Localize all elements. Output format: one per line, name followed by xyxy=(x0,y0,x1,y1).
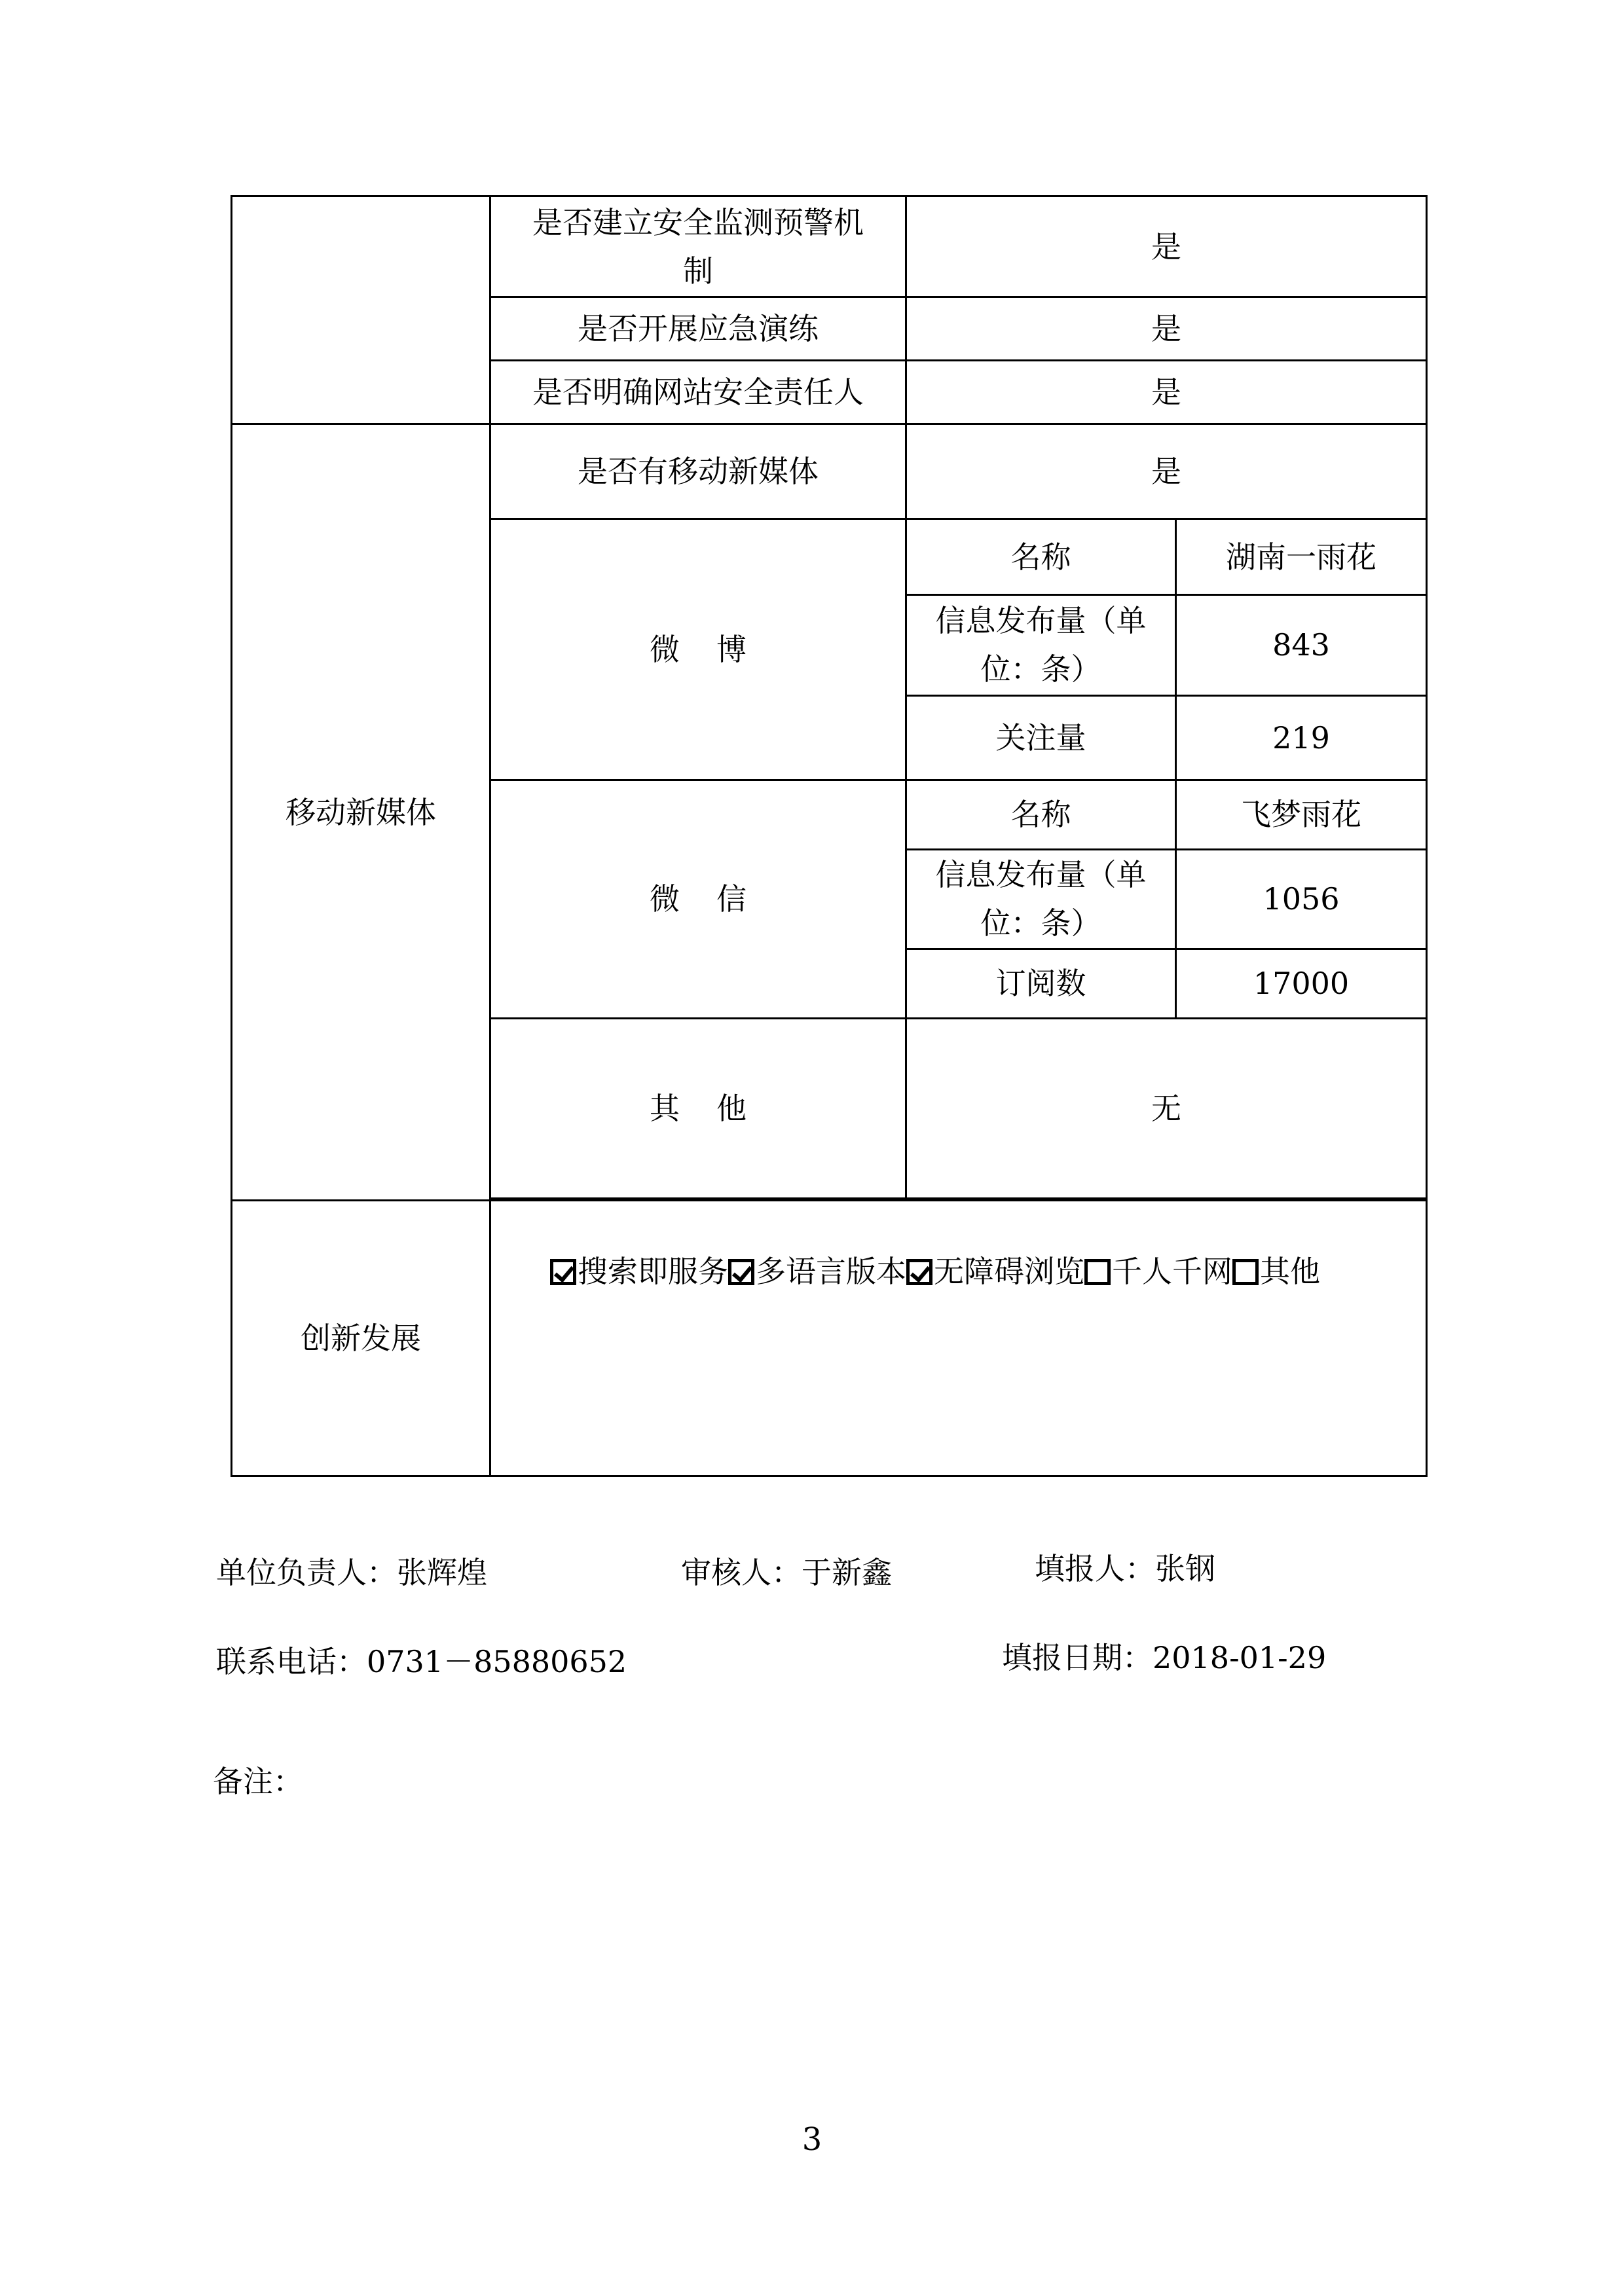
mobile-media-section-label: 移动新媒体 xyxy=(232,424,490,1200)
reviewer: 审核人：于新鑫 xyxy=(681,1555,892,1590)
monitoring-label: 是否建立安全监测预警机制 xyxy=(490,196,906,297)
contact-phone: 联系电话：0731－85880652 xyxy=(216,1644,627,1679)
wechat-subscribers-label: 订阅数 xyxy=(906,949,1176,1018)
wechat-posts-label: 信息发布量（单位：条） xyxy=(906,849,1176,949)
weibo-followers-label: 关注量 xyxy=(906,695,1176,780)
checkbox-empty-icon[interactable] xyxy=(1232,1259,1259,1285)
wechat-label: 微信 xyxy=(490,780,906,1018)
innovation-section-label: 创新发展 xyxy=(232,1201,490,1476)
drill-value: 是 xyxy=(906,297,1427,361)
other-label: 其他 xyxy=(490,1018,906,1198)
option-other[interactable]: 其他 xyxy=(1232,1254,1320,1289)
weibo-name-label: 名称 xyxy=(906,519,1176,595)
fill-date: 填报日期：2018-01-29 xyxy=(1002,1640,1327,1675)
checkbox-checked-icon[interactable] xyxy=(906,1259,932,1285)
wechat-name-label: 名称 xyxy=(906,780,1176,849)
filler: 填报人：张钢 xyxy=(1035,1551,1215,1586)
has-media-label: 是否有移动新媒体 xyxy=(490,424,906,519)
weibo-name-value: 湖南一雨花 xyxy=(1176,519,1427,595)
weibo-label: 微博 xyxy=(490,519,906,780)
report-table xyxy=(231,195,1428,1477)
other-value: 无 xyxy=(906,1018,1427,1198)
innovation-options xyxy=(490,1201,1427,1476)
remarks: 备注： xyxy=(213,1764,303,1799)
option-personalized[interactable]: 千人千网 xyxy=(1084,1254,1232,1289)
page-number: 3 xyxy=(802,2121,822,2158)
wechat-name-value: 飞梦雨花 xyxy=(1176,780,1427,849)
responsible-value: 是 xyxy=(906,361,1427,424)
checkbox-checked-icon[interactable] xyxy=(550,1259,576,1285)
monitoring-value: 是 xyxy=(906,196,1427,297)
has-media-value: 是 xyxy=(906,424,1427,519)
option-search-service[interactable]: 搜索即服务 xyxy=(550,1254,728,1289)
option-multilingual[interactable]: 多语言版本 xyxy=(728,1254,906,1289)
responsible-label: 是否明确网站安全责任人 xyxy=(490,361,906,424)
wechat-subscribers-value: 17000 xyxy=(1176,949,1427,1018)
weibo-posts-value: 843 xyxy=(1176,595,1427,695)
checkbox-checked-icon[interactable] xyxy=(728,1259,754,1285)
option-accessibility[interactable]: 无障碍浏览 xyxy=(906,1254,1084,1289)
weibo-followers-value: 219 xyxy=(1176,695,1427,780)
unit-head: 单位负责人：张辉煌 xyxy=(216,1555,487,1590)
wechat-posts-value: 1056 xyxy=(1176,849,1427,949)
security-section-cell xyxy=(232,196,490,424)
weibo-posts-label: 信息发布量（单位：条） xyxy=(906,595,1176,695)
drill-label: 是否开展应急演练 xyxy=(490,297,906,361)
checkbox-empty-icon[interactable] xyxy=(1084,1259,1111,1285)
